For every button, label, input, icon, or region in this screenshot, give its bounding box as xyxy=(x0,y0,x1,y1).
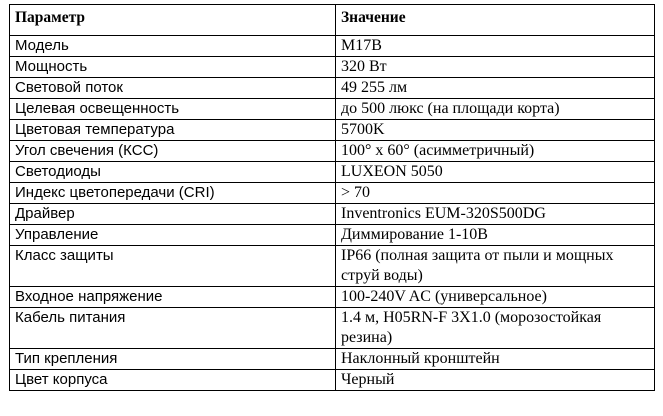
value-cell: Inventronics EUM-320S500DG xyxy=(336,204,655,225)
value-cell: LUXEON 5050 xyxy=(336,162,655,183)
table-row xyxy=(10,36,655,57)
table-row xyxy=(10,162,655,183)
param-cell: Цвет корпуса xyxy=(10,370,336,391)
param-cell: Входное напряжение xyxy=(10,287,336,308)
table-row xyxy=(10,120,655,141)
table-header-row xyxy=(10,5,655,36)
param-cell: Цветовая температура xyxy=(10,120,336,141)
column-header-param: Параметр xyxy=(10,5,336,36)
value-cell: IP66 (полная защита от пыли и мощных струй воды) xyxy=(336,246,655,287)
value-cell: 320 Вт xyxy=(336,57,655,78)
table-row xyxy=(10,225,655,246)
value-cell: 100-240V AC (универсальное) xyxy=(336,287,655,308)
value-cell: Диммирование 1-10В xyxy=(336,225,655,246)
table-row xyxy=(10,183,655,204)
param-cell: Индекс цветопередачи (CRI) xyxy=(10,183,336,204)
table-row xyxy=(10,287,655,308)
param-cell: Управление xyxy=(10,225,336,246)
table-row xyxy=(10,308,655,349)
param-cell: Тип крепления xyxy=(10,349,336,370)
value-cell: M17B xyxy=(336,36,655,57)
table-row xyxy=(10,57,655,78)
param-cell: Мощность xyxy=(10,57,336,78)
param-cell: Класс защиты xyxy=(10,246,336,287)
table-row xyxy=(10,349,655,370)
column-header-value: Значение xyxy=(336,5,655,36)
value-cell: до 500 люкс (на площади корта) xyxy=(336,99,655,120)
param-cell: Светодиоды xyxy=(10,162,336,183)
value-cell: Черный xyxy=(336,370,655,391)
param-cell: Драйвер xyxy=(10,204,336,225)
value-cell: > 70 xyxy=(336,183,655,204)
param-cell: Модель xyxy=(10,36,336,57)
value-cell: 49 255 лм xyxy=(336,78,655,99)
value-cell: 5700K xyxy=(336,120,655,141)
param-cell: Световой поток xyxy=(10,78,336,99)
spec-table xyxy=(9,4,655,391)
param-cell: Угол свечения (КСС) xyxy=(10,141,336,162)
param-cell: Целевая освещенность xyxy=(10,99,336,120)
table-row xyxy=(10,204,655,225)
table-row xyxy=(10,78,655,99)
table-row xyxy=(10,246,655,287)
table-row xyxy=(10,141,655,162)
table-row xyxy=(10,370,655,391)
param-cell: Кабель питания xyxy=(10,308,336,349)
value-cell: Наклонный кронштейн xyxy=(336,349,655,370)
value-cell: 100° x 60° (асимметричный) xyxy=(336,141,655,162)
value-cell: 1.4 м, H05RN-F 3X1.0 (морозостойкая резина) xyxy=(336,308,655,349)
table-row xyxy=(10,99,655,120)
